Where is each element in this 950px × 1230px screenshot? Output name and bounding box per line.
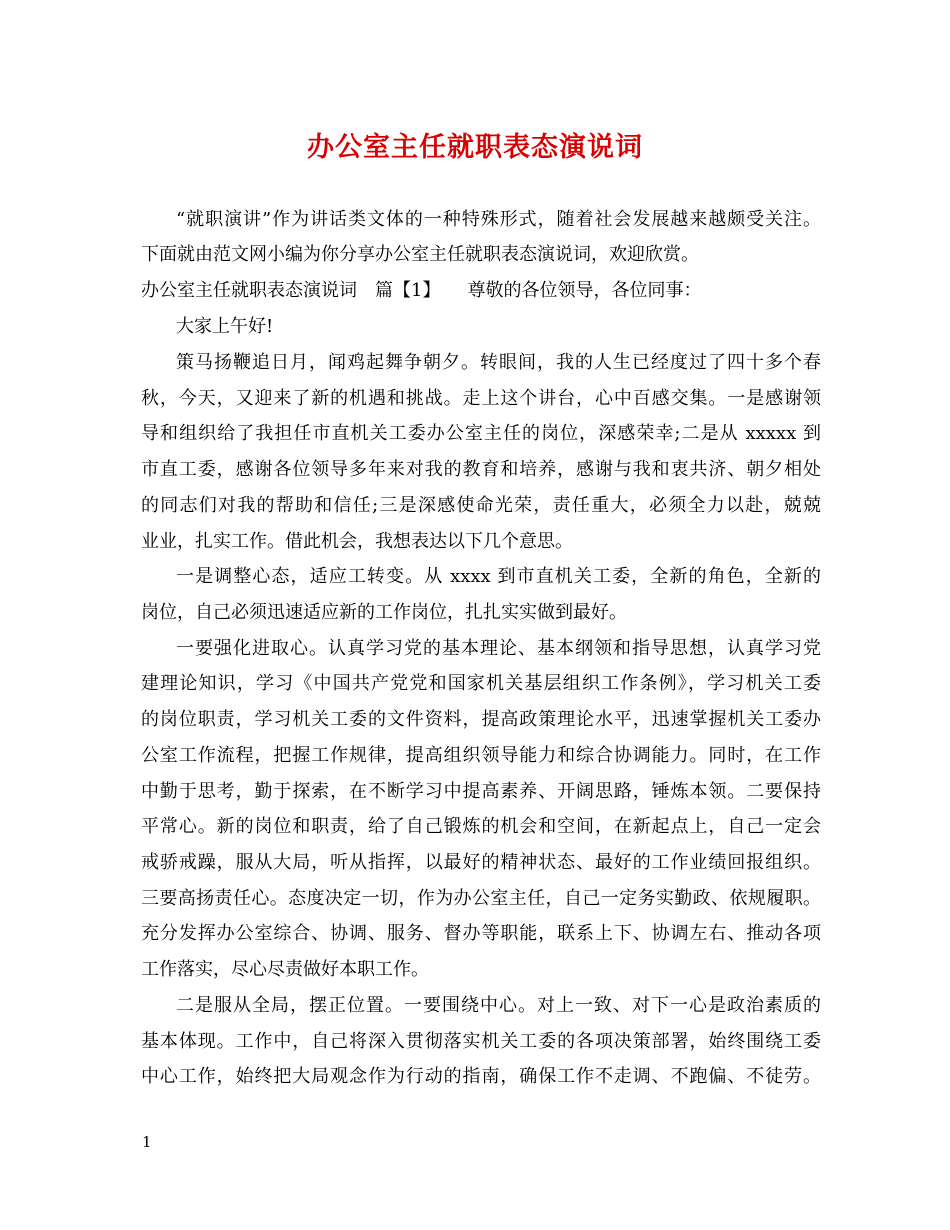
page-number: 1	[142, 1133, 152, 1151]
paragraph-line: 导和组织给了我担任市直机关工委办公室主任的岗位，深感荣幸;二是从 xxxxx 到	[141, 423, 821, 444]
document-title: 办公室主任就职表态演说词	[307, 132, 643, 163]
paragraph-line: 一是调整心态，适应工转变。从 xxxx 到市直机关工委，全新的角色，全新的	[176, 566, 821, 587]
paragraph-line: 二是服从全局，摆正位置。一要围绕中心。对上一致、对下一心是政治素质的	[176, 995, 821, 1016]
paragraph-line: 策马扬鞭追日月，闻鸡起舞争朝夕。转眼间，我的人生已经度过了四十多个春	[176, 352, 821, 373]
paragraph-line: 的同志们对我的帮助和信任;三是深感使命光荣，责任重大，必须全力以赴，兢兢	[141, 495, 821, 516]
paragraph-line: 市直工委，感谢各位领导多年来对我的教育和培养，感谢与我和衷共济、朝夕相处	[141, 459, 821, 480]
paragraph-line: 办公室主任就职表态演说词 篇【1】 尊敬的各位领导，各位同事：	[141, 280, 702, 301]
paragraph-line: 岗位，自己必须迅速适应新的工作岗位，扎扎实实做到最好。	[141, 602, 627, 623]
paragraph-line: 中勤于思考，勤于探索，在不断学习中提高素养、开阔思路，锤炼本领。二要保持	[141, 781, 821, 802]
paragraph-line: 工作落实，尽心尽责做好本职工作。	[141, 959, 429, 980]
paragraph-line: 戒骄戒躁，服从大局，听从指挥，以最好的精神状态、最好的工作业绩回报组织。	[141, 852, 821, 873]
paragraph-line: 充分发挥办公室综合、协调、服务、督办等职能，联系上下、协调左右、推动各项	[141, 923, 821, 944]
paragraph-line: 秋，今天，又迎来了新的机遇和挑战。走上这个讲台，心中百感交集。一是感谢领	[141, 388, 821, 409]
paragraph-line: 基本体现。工作中，自己将深入贯彻落实机关工委的各项决策部署，始终围绕工委	[141, 1031, 821, 1052]
paragraph-line: 的岗位职责，学习机关工委的文件资料，提高政策理论水平，迅速掌握机关工委办	[141, 709, 821, 730]
paragraph-line: 下面就由范文网小编为你分享办公室主任就职表态演说词，欢迎欣赏。	[141, 244, 699, 265]
paragraph-line: 一要强化进取心。认真学习党的基本理论、基本纲领和指导思想，认真学习党	[176, 638, 821, 659]
paragraph-line: 公室工作流程，把握工作规律，提高组织领导能力和综合协调能力。同时，在工作	[141, 745, 821, 766]
paragraph-line: 大家上午好!	[176, 316, 274, 337]
paragraph-line: 中心工作，始终把大局观念作为行动的指南，确保工作不走调、不跑偏、不徒劳。	[141, 1066, 821, 1087]
paragraph-line: “就职演讲”作为讲话类文体的一种特殊形式，随着社会发展越来越颇受关注。	[176, 209, 821, 230]
paragraph-line: 平常心。新的岗位和职责，给了自己锻炼的机会和空间，在新起点上，自己一定会	[141, 816, 821, 837]
paragraph-line: 业业，扎实工作。借此机会，我想表达以下几个意思。	[141, 531, 573, 552]
paragraph-line: 三要高扬责任心。态度决定一切，作为办公室主任，自己一定务实勤政、依规履职。	[141, 888, 821, 909]
paragraph-line: 建理论知识，学习《中国共产党党和国家机关基层组织工作条例》，学习机关工委	[141, 673, 821, 694]
